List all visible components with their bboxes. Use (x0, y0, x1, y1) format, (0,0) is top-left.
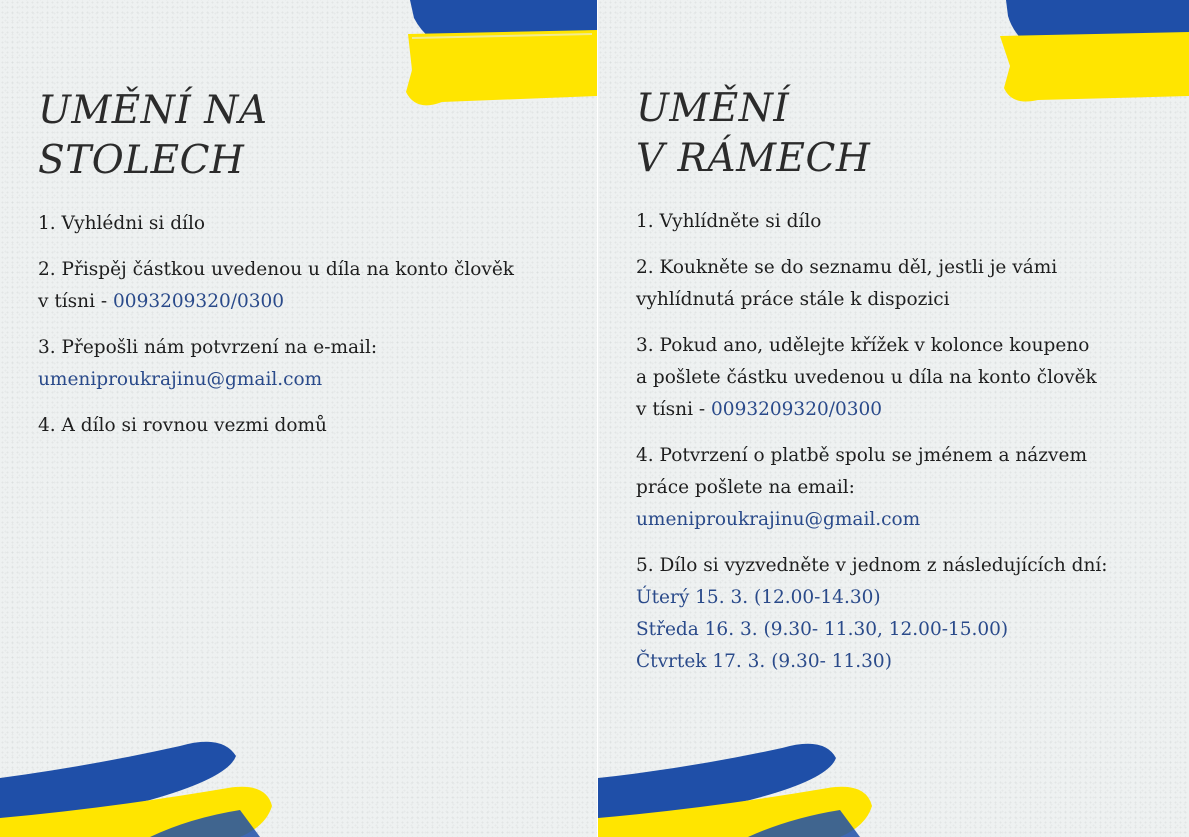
email-address: umeniproukrajinu@gmail.com (38, 369, 323, 390)
step-2-line-1: 2. Koukněte se do seznamu děl, jestli je vámi (636, 257, 1058, 278)
step-4-text: 4. A dílo si rovnou vezmi domů (38, 415, 327, 436)
instruction-list (636, 206, 1181, 692)
title-line-2: STOLECH (38, 138, 245, 183)
step-2-line-1: 2. Přispěj částkou uvedenou u díla na konto člověk (38, 259, 515, 280)
step-3 (38, 332, 578, 396)
step-3 (636, 330, 1181, 426)
step-2-prefix: v tísni - (38, 291, 114, 312)
step-3-prefix: v tísni - (636, 399, 712, 420)
step-1 (38, 208, 578, 240)
step-3-line-3 (636, 394, 1181, 426)
step-1-text: 1. Vyhlédni si dílo (38, 213, 206, 234)
panel-umeni-v-ramech (598, 0, 1189, 837)
email-address: umeniproukrajinu@gmail.com (636, 509, 921, 530)
bank-account-number: 0093209320/0300 (113, 291, 285, 312)
step-3-line-2: a pošlete částku uvedenou u díla na konto člověk (636, 367, 1097, 388)
title-line-1: UMĚNÍ NA (38, 88, 268, 133)
bank-account-number: 0093209320/0300 (711, 399, 883, 420)
page-title (636, 84, 870, 184)
step-3-line-1: 3. Přepošli nám potvrzení na e-mail: (38, 337, 378, 358)
step-2-line-2: vyhlídnutá práce stále k dispozici (636, 289, 950, 310)
pickup-date-tuesday: Úterý 15. 3. (12.00-14.30) (636, 587, 881, 608)
pickup-date-thursday: Čtvrtek 17. 3. (9.30- 11.30) (636, 651, 892, 672)
flag-brush-stroke-bottom (598, 728, 878, 837)
step-4 (636, 440, 1181, 536)
step-3-line-1: 3. Pokud ano, udělejte křížek v kolonce koupeno (636, 335, 1090, 356)
step-1 (636, 206, 1181, 238)
instruction-list (38, 208, 578, 456)
flag-brush-stroke-top (402, 0, 597, 112)
step-5-line-1: 5. Dílo si vyzvedněte v jednom z následujících dní: (636, 555, 1108, 576)
step-5 (636, 550, 1181, 678)
step-2-line-2 (38, 286, 578, 318)
pickup-date-wednesday: Středa 16. 3. (9.30- 11.30, 12.00-15.00) (636, 619, 1009, 640)
step-2 (38, 254, 578, 318)
title-line-2: V RÁMECH (636, 136, 871, 181)
flag-brush-stroke-bottom (0, 726, 275, 837)
step-2 (636, 252, 1181, 316)
step-4 (38, 410, 578, 442)
step-1-text: 1. Vyhlídněte si dílo (636, 211, 822, 232)
step-4-line-2: práce pošlete na email: (636, 477, 855, 498)
step-4-line-1: 4. Potvrzení o platbě spolu se jménem a názvem (636, 445, 1087, 466)
flag-brush-stroke-top (998, 0, 1189, 106)
title-line-1: UMĚNÍ (636, 86, 790, 131)
page-title (38, 86, 268, 186)
